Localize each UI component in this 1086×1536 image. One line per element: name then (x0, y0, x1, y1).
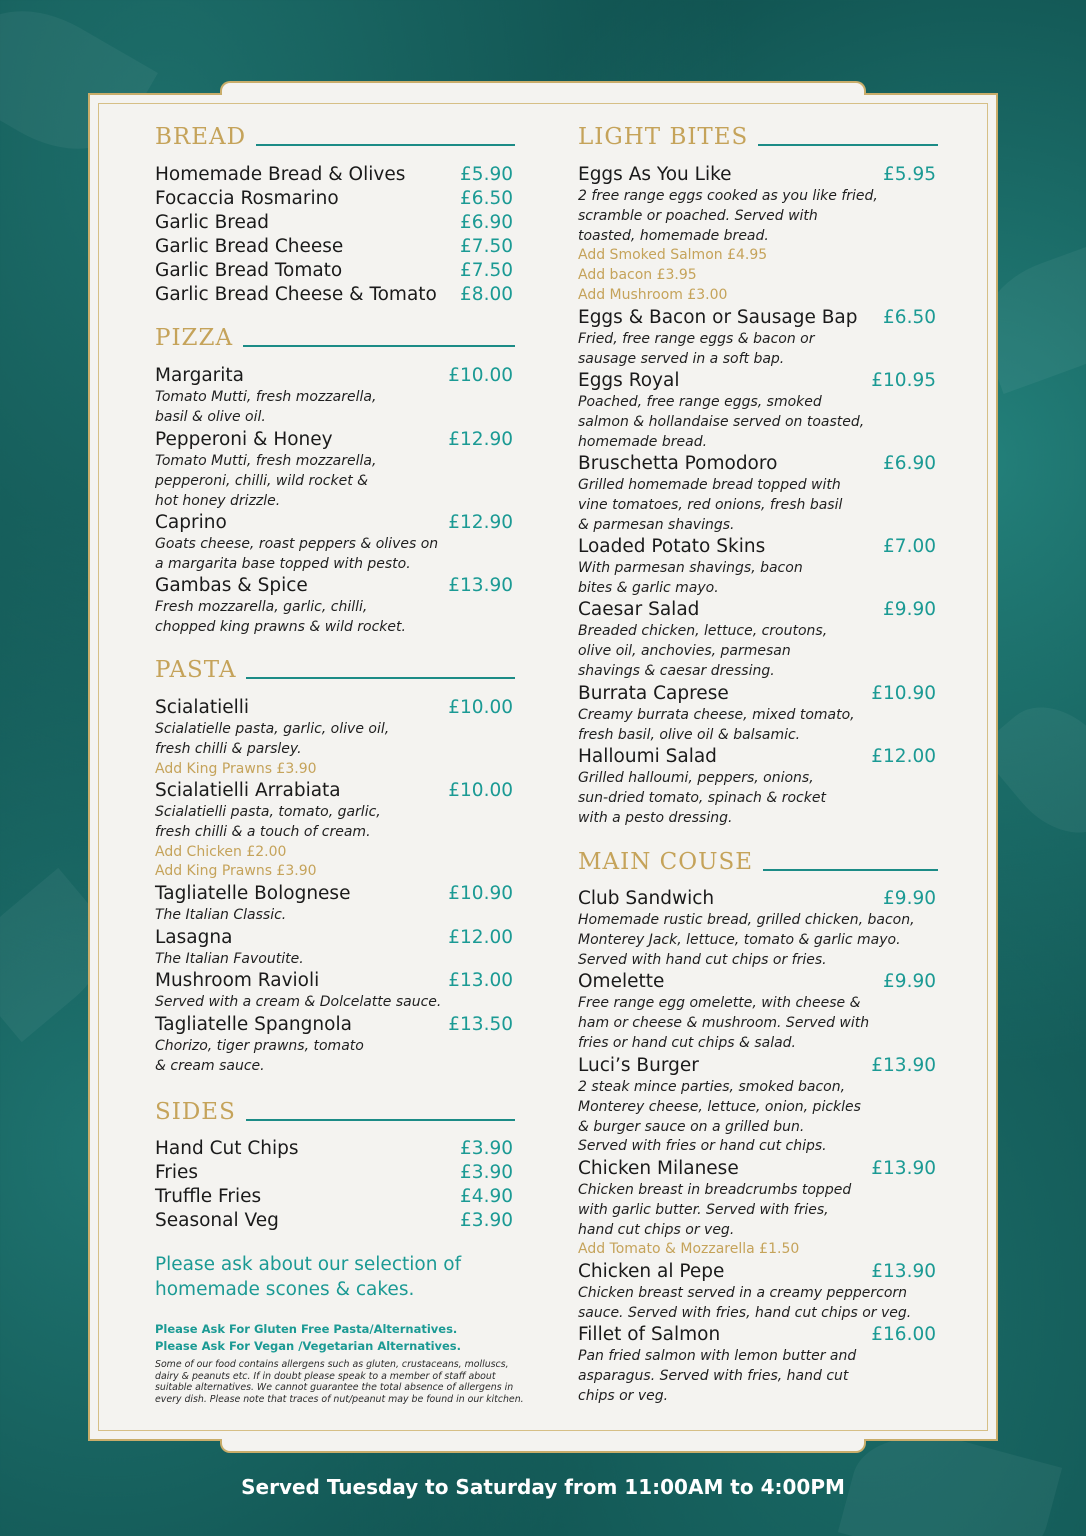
item-name: Homemade Bread & Olives (155, 164, 406, 185)
item-description: fresh chilli & parsley. (155, 740, 302, 757)
section-heading-bread (155, 122, 515, 152)
section-heading-main-course (578, 847, 938, 877)
item-name: Hand Cut Chips (155, 1138, 299, 1159)
item-description: Free range egg omelette, with cheese & (578, 995, 861, 1011)
menu-item (578, 1260, 938, 1324)
item-description: Served with hand cut chips or fries. (578, 951, 827, 968)
item-name: Garlic Bread Tomato (155, 260, 343, 281)
item-description: Poached, free range eggs, smoked (578, 394, 822, 410)
item-price: £13.90 (871, 1158, 936, 1179)
item-description: homemade bread. (578, 433, 708, 450)
menu-item (578, 369, 938, 452)
heading-rule (246, 677, 515, 679)
item-price: £7.00 (883, 536, 936, 557)
item-description: olive oil, anchovies, parmesan (578, 642, 791, 659)
item-description: Homemade rustic bread, grilled chicken, bacon, (578, 912, 915, 928)
section-heading-pasta (155, 655, 515, 685)
item-price: £13.50 (448, 1014, 513, 1035)
item-name: Fries (155, 1162, 199, 1183)
item-addon: Add Smoked Salmon £4.95 (578, 247, 768, 264)
item-description: Goats cheese, roast peppers & olives on (155, 536, 439, 552)
item-description: Monterey cheese, lettuce, onion, pickles (578, 1098, 861, 1115)
item-name: Seasonal Veg (155, 1210, 279, 1231)
menu-item (155, 163, 515, 187)
item-description: The Italian Favoutite. (155, 951, 304, 967)
menu-item (155, 511, 515, 575)
promo-line: Please ask about our selection of (155, 1254, 462, 1275)
menu-item (155, 969, 515, 1013)
item-description: chips or veg. (578, 1387, 669, 1404)
item-price: £5.90 (460, 164, 513, 185)
item-price: £13.00 (448, 970, 513, 991)
item-name: Chicken al Pepe (578, 1261, 725, 1282)
item-description: Grilled homemade bread topped with (578, 477, 841, 493)
item-price: £7.50 (460, 236, 513, 257)
item-price: £12.90 (448, 429, 513, 450)
item-description: Grilled halloumi, peppers, onions, (578, 770, 814, 786)
menu-item (578, 598, 938, 681)
item-name: Lasagna (155, 927, 233, 948)
item-description: Served with a cream & Dolcelatte sauce. (155, 994, 442, 1010)
menu-item (155, 283, 515, 307)
menu-item (155, 259, 515, 283)
item-price: £9.90 (883, 599, 936, 620)
item-name: Garlic Bread Cheese (155, 236, 344, 257)
heading-rule (243, 345, 515, 347)
allergen-notice: Some of our food contains allergens such as gluten, crustaceans, molluscs, dairy & peanuts etc. If in doubt please speak to a member of staff about suitable alternatives. We cannot guarantee the total absence of allergens in every dish. Please note that traces of nut/peanut may be found in our kitchen. (155, 1359, 524, 1405)
item-description: Chicken breast in breadcrumbs topped (578, 1182, 852, 1198)
item-description: With parmesan shavings, bacon (578, 560, 803, 576)
menu-item (155, 574, 515, 638)
item-price: £13.90 (871, 1055, 936, 1076)
item-description: scramble or poached. Served with (578, 207, 818, 224)
item-description: & burger sauce on a grilled bun. (578, 1118, 805, 1135)
item-description: Monterey Jack, lettuce, tomato & garlic mayo. (578, 931, 901, 948)
item-name: Fillet of Salmon (578, 1324, 721, 1345)
item-description: Tomato Mutti, fresh mozzarella, (155, 389, 377, 405)
item-name: Loaded Potato Skins (578, 536, 766, 557)
item-description: hot honey drizzle. (155, 492, 281, 509)
item-price: £12.90 (448, 512, 513, 533)
menu-item (155, 1013, 515, 1077)
item-name: Margarita (155, 365, 244, 386)
item-description: sauce. Served with fries, hand cut chips or veg. (578, 1304, 912, 1321)
serving-hours-footer: Served Tuesday to Saturday from 11:00AM to 4:00PM (241, 1475, 845, 1499)
menu-item (155, 1137, 515, 1161)
menu-item (578, 1323, 938, 1406)
item-description: basil & olive oil. (155, 408, 266, 425)
menu-item (155, 1161, 515, 1185)
menu-item (578, 306, 938, 370)
item-price: £3.90 (460, 1210, 513, 1231)
menu-item (578, 535, 938, 599)
item-description: asparagus. Served with fries, hand cut (578, 1367, 849, 1384)
item-description: 2 free range eggs cooked as you like fried, (578, 188, 878, 204)
item-price: £6.90 (883, 453, 936, 474)
item-name: Eggs As You Like (578, 164, 732, 185)
item-name: Tagliatelle Bolognese (155, 883, 351, 904)
item-name: Luci’s Burger (578, 1055, 699, 1076)
heading-text: PIZZA (155, 325, 234, 351)
menu-item (155, 1209, 515, 1233)
item-name: Caprino (155, 512, 227, 533)
section-heading-sides (155, 1097, 515, 1127)
item-description: sun-dried tomato, spinach & rocket (578, 789, 826, 806)
item-name: Omelette (578, 971, 665, 992)
item-name: Club Sandwich (578, 888, 715, 909)
item-name: Focaccia Rosmarino (155, 188, 339, 209)
item-name: Mushroom Ravioli (155, 970, 320, 991)
item-description: Chicken breast served in a creamy peppercorn (578, 1285, 908, 1301)
menu-item (578, 1054, 938, 1157)
item-description: bites & garlic mayo. (578, 579, 719, 596)
item-name: Eggs & Bacon or Sausage Bap (578, 307, 858, 328)
promo-line: homemade scones & cakes. (155, 1278, 415, 1300)
item-description: a margarita base topped with pesto. (155, 555, 411, 572)
item-description: with garlic butter. Served with fries, (578, 1201, 829, 1218)
section-heading-light-bites (578, 122, 938, 152)
menu-item (578, 745, 938, 828)
item-description: Pan fried salmon with lemon butter and (578, 1348, 857, 1364)
item-description: fresh chilli & a touch of cream. (155, 823, 371, 840)
menu-item (155, 235, 515, 259)
item-price: £12.00 (871, 746, 936, 767)
frame-ornament (220, 1439, 866, 1453)
item-addon: Add King Prawns £3.90 (155, 760, 317, 777)
item-name: Garlic Bread Cheese & Tomato (155, 284, 437, 305)
frame-ornament (220, 81, 866, 95)
item-price: £9.90 (883, 888, 936, 909)
item-name: Scialatielli Arrabiata (155, 780, 341, 801)
item-addon: Add bacon £3.95 (578, 266, 697, 283)
item-name: Halloumi Salad (578, 746, 717, 767)
item-price: £10.00 (448, 697, 513, 718)
heading-rule (763, 869, 938, 871)
item-description: pepperoni, chilli, wild rocket & (155, 472, 369, 489)
item-description: chopped king prawns & wild rocket. (155, 618, 406, 635)
item-description: ham or cheese & mushroom. Served with (578, 1014, 870, 1031)
menu-item (155, 779, 515, 882)
menu-item (578, 682, 938, 746)
item-price: £3.90 (460, 1138, 513, 1159)
item-description: hand cut chips or veg. (578, 1221, 735, 1238)
item-price: £5.95 (883, 164, 936, 185)
item-price: £13.90 (871, 1261, 936, 1282)
heading-text: BREAD (155, 124, 247, 150)
item-addon: Add King Prawns £3.90 (155, 863, 317, 880)
item-price: £6.50 (460, 188, 513, 209)
vegan-notice: Please Ask For Vegan /Vegetarian Alternatives. (155, 1339, 462, 1353)
heading-text: MAIN COUSE (578, 849, 754, 875)
item-price: £10.00 (448, 780, 513, 801)
item-name: Bruschetta Pomodoro (578, 453, 778, 474)
item-addon: Add Tomato & Mozzarella £1.50 (578, 1241, 800, 1258)
heading-text: PASTA (155, 657, 237, 683)
item-description: Chorizo, tiger prawns, tomato (155, 1038, 364, 1054)
menu-item (155, 926, 515, 970)
heading-text: LIGHT BITES (578, 124, 749, 150)
item-description: with a pesto dressing. (578, 809, 733, 826)
item-price: £16.00 (871, 1324, 936, 1345)
item-description: The Italian Classic. (155, 907, 287, 923)
item-description: 2 steak mince parties, smoked bacon, (578, 1079, 846, 1095)
item-name: Burrata Caprese (578, 683, 729, 704)
menu-item (155, 428, 515, 511)
item-description: shavings & caesar dressing. (578, 662, 775, 679)
item-description: Fresh mozzarella, garlic, chilli, (155, 599, 368, 615)
item-description: Breaded chicken, lettuce, croutons, (578, 623, 828, 639)
item-description: sausage served in a soft bap. (578, 350, 785, 367)
menu-item (155, 211, 515, 235)
item-description: vine tomatoes, red onions, fresh basil (578, 496, 843, 513)
item-price: £7.50 (460, 260, 513, 281)
menu-item (155, 187, 515, 211)
item-addon: Add Mushroom £3.00 (578, 286, 728, 303)
item-name: Pepperoni & Honey (155, 429, 333, 450)
item-price: £12.00 (448, 927, 513, 948)
item-name: Gambas & Spice (155, 575, 308, 596)
item-description: salmon & hollandaise served on toasted, (578, 413, 865, 430)
item-description: fries or hand cut chips & salad. (578, 1034, 797, 1051)
item-description: & cream sauce. (155, 1057, 265, 1074)
menu-item (155, 1185, 515, 1209)
heading-text: SIDES (155, 1099, 236, 1125)
menu-item (155, 364, 515, 428)
item-description: Fried, free range eggs & bacon or (578, 331, 815, 347)
item-description: & parmesan shavings. (578, 516, 735, 533)
item-name: Eggs Royal (578, 370, 680, 391)
item-name: Truffle Fries (155, 1186, 262, 1207)
item-description: fresh basil, olive oil & balsamic. (578, 726, 801, 743)
promo-text (155, 1253, 461, 1302)
item-name: Scialatielli (155, 697, 250, 718)
item-price: £4.90 (460, 1186, 513, 1207)
menu-item (578, 452, 938, 535)
item-description: toasted, homemade bread. (578, 227, 769, 244)
menu-item (578, 163, 938, 305)
item-description: Creamy burrata cheese, mixed tomato, (578, 707, 855, 723)
item-description: Tomato Mutti, fresh mozzarella, (155, 453, 377, 469)
item-price: £9.90 (883, 971, 936, 992)
menu-item (578, 887, 938, 970)
item-description: Scialatielli pasta, tomato, garlic, (155, 804, 381, 820)
menu-item (578, 1157, 938, 1260)
heading-rule (256, 144, 515, 146)
menu-item (155, 882, 515, 926)
menu-item (155, 696, 515, 779)
item-name: Chicken Milanese (578, 1158, 739, 1179)
item-price: £10.90 (871, 683, 936, 704)
item-price: £8.00 (460, 284, 513, 305)
section-heading-pizza (155, 323, 515, 353)
item-name: Caesar Salad (578, 599, 700, 620)
item-price: £3.90 (460, 1162, 513, 1183)
menu-item (578, 970, 938, 1053)
gluten-free-notice: Please Ask For Gluten Free Pasta/Alternatives. (155, 1322, 458, 1336)
item-price: £6.50 (883, 307, 936, 328)
item-name: Tagliatelle Spangnola (155, 1014, 352, 1035)
item-price: £10.90 (448, 883, 513, 904)
item-price: £10.95 (871, 370, 936, 391)
item-addon: Add Chicken £2.00 (155, 843, 287, 860)
heading-rule (758, 144, 938, 146)
item-price: £13.90 (448, 575, 513, 596)
item-name: Garlic Bread (155, 212, 269, 233)
item-description: Scialatielle pasta, garlic, olive oil, (155, 721, 390, 737)
item-description: Served with fries or hand cut chips. (578, 1138, 827, 1155)
item-price: £10.00 (448, 365, 513, 386)
item-price: £6.90 (460, 212, 513, 233)
heading-rule (246, 1119, 515, 1121)
